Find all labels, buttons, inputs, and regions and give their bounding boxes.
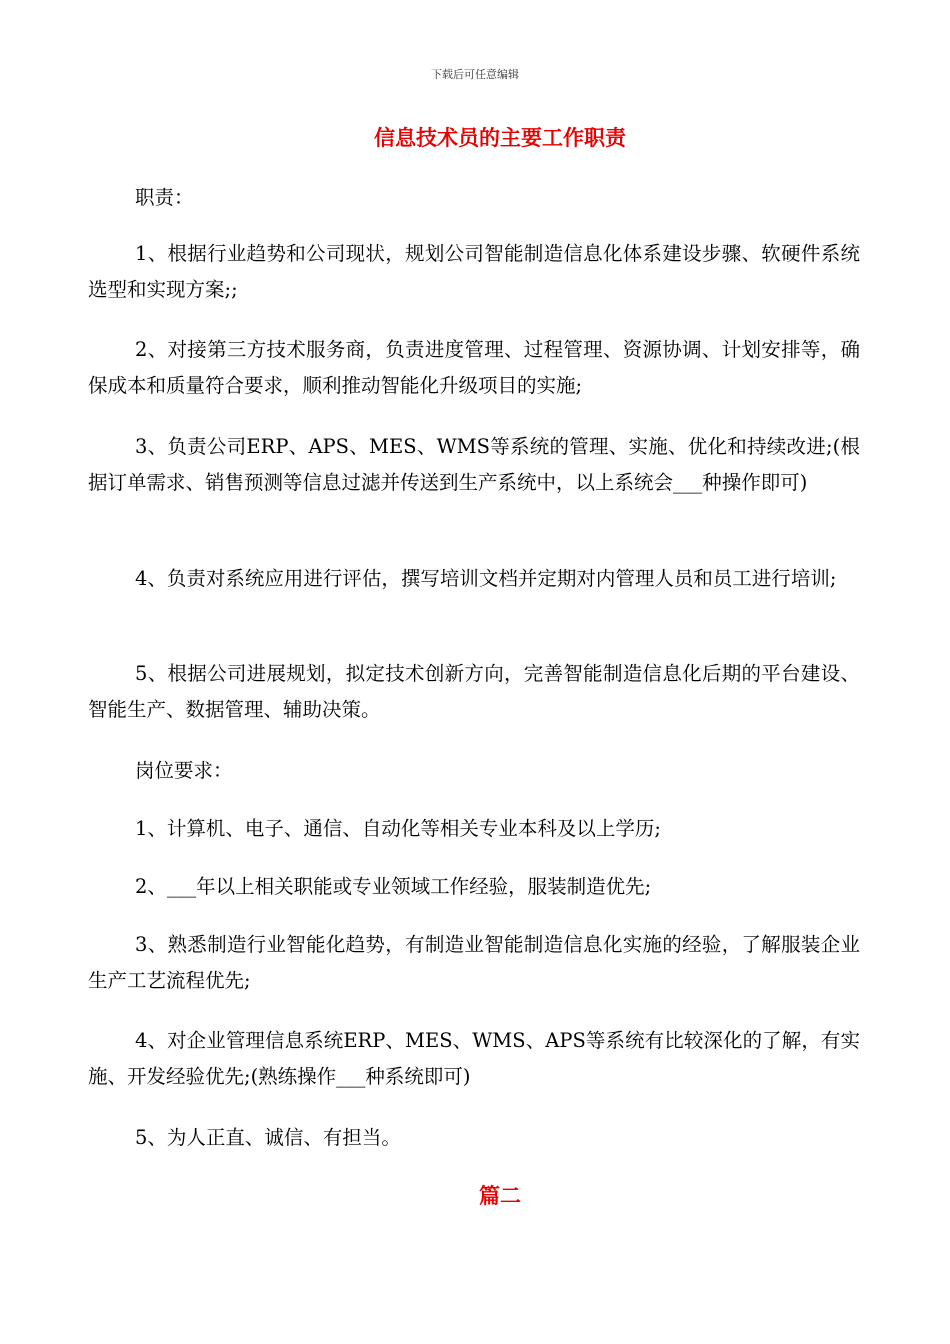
section-two-title: 篇二 <box>479 1183 521 1208</box>
requirement-item-1: 1、计算机、电子、通信、自动化等相关专业本科及以上学历; <box>135 817 661 840</box>
header-note: 下载后可任意编辑 <box>431 68 519 81</box>
requirement-item-5: 5、为人正直、诚信、有担当。 <box>135 1126 401 1149</box>
requirement-item-4: 4、对企业管理信息系统ERP、MES、WMS、APS等系统有比较深化的了解，有实施、开发经验优先;(熟练操作___种系统即可) <box>88 1029 860 1088</box>
requirements-heading: 岗位要求： <box>135 759 233 782</box>
requirement-item-3: 3、熟悉制造行业智能化趋势，有制造业智能制造信息化实施的经验，了解服装企业生产工艺流程优先; <box>88 933 860 992</box>
duty-item-4: 4、负责对系统应用进行评估，撰写培训文档并定期对内管理人员和员工进行培训; <box>135 567 837 590</box>
duty-item-3: 3、负责公司ERP、APS、MES、WMS等系统的管理、实施、优化和持续改进;(根据订单需求、销售预测等信息过滤并传送到生产系统中，以上系统会___种操作即可) <box>88 435 860 494</box>
duties-heading: 职责： <box>135 186 194 209</box>
document-title: 信息技术员的主要工作职责 <box>374 125 626 150</box>
duty-item-5: 5、根据公司进展规划，拟定技术创新方向，完善智能制造信息化后期的平台建设、智能生产、数据管理、辅助决策。 <box>88 662 860 721</box>
duty-item-2: 2、对接第三方技术服务商，负责进度管理、过程管理、资源协调、计划安排等，确保成本和质量符合要求，顺利推动智能化升级项目的实施; <box>88 338 860 397</box>
requirement-item-2: 2、___年以上相关职能或专业领域工作经验，服装制造优先; <box>135 875 652 898</box>
duty-item-1: 1、根据行业趋势和公司现状，规划公司智能制造信息化体系建设步骤、软硬件系统选型和实现方案;; <box>88 242 860 301</box>
